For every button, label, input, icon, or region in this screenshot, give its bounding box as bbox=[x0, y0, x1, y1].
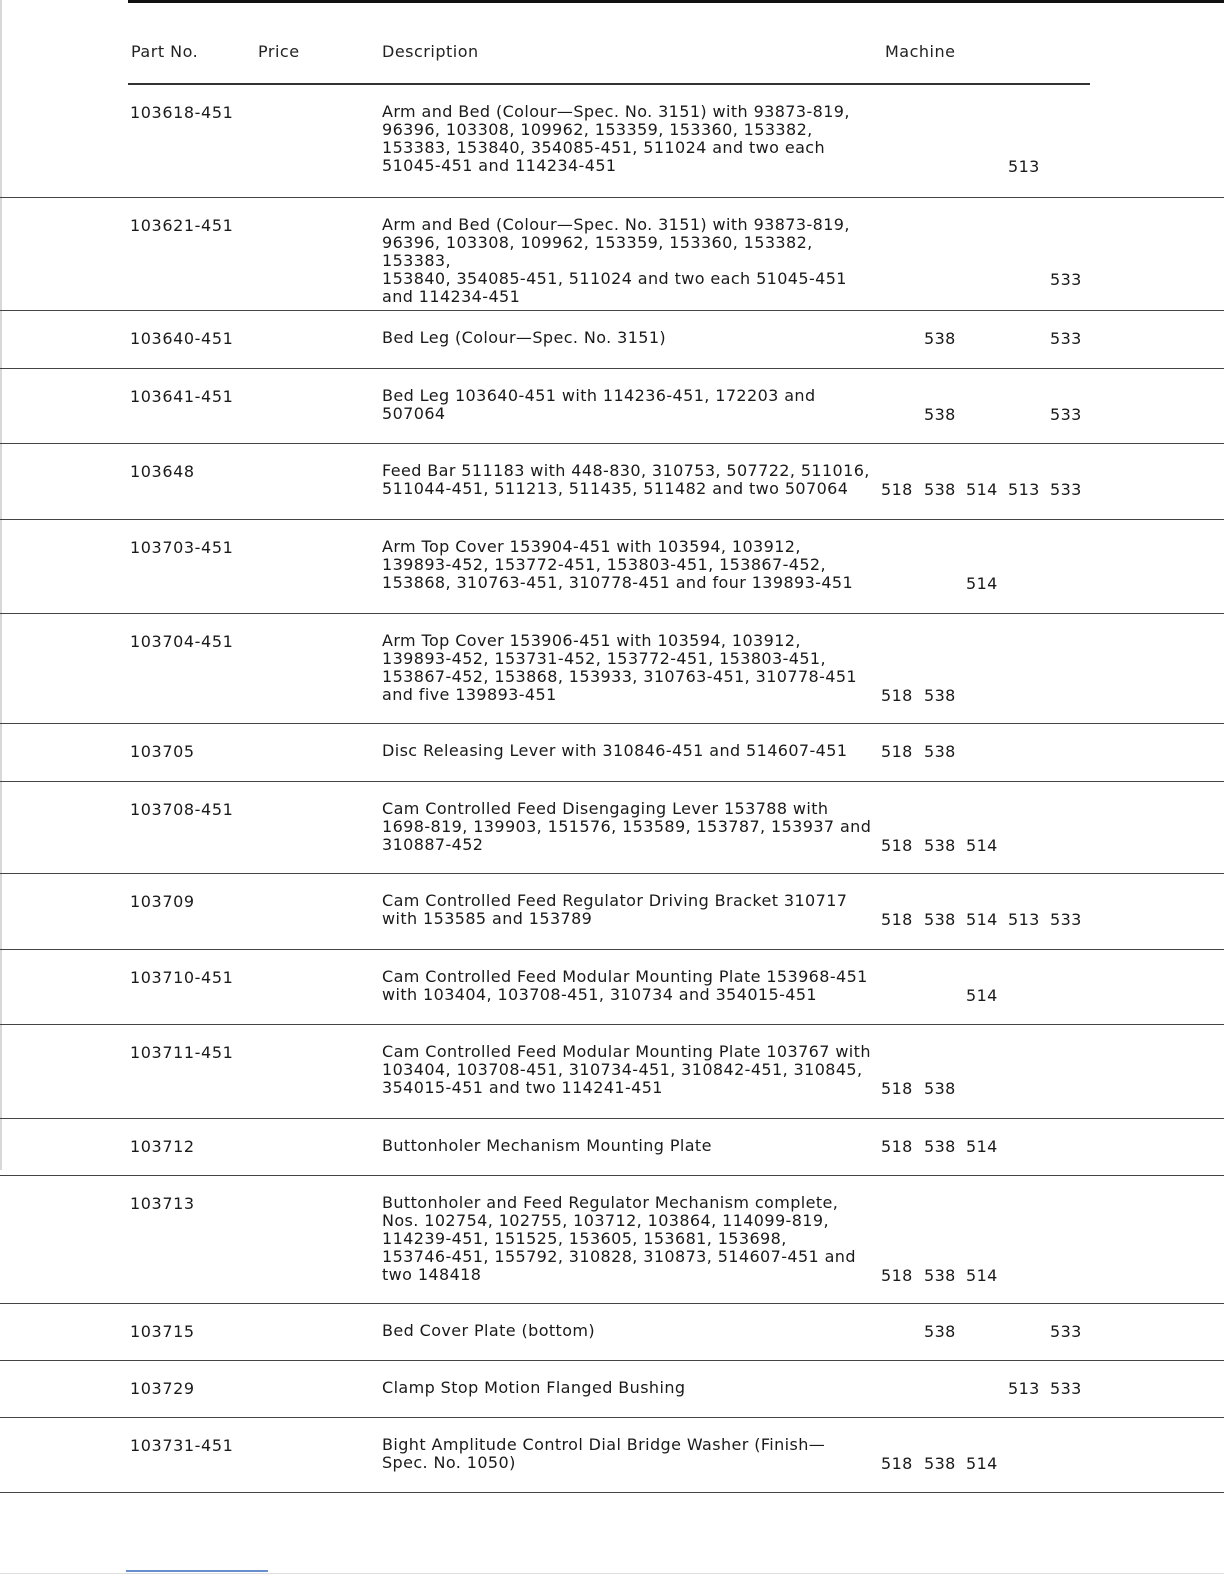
machine-list bbox=[0, 1322, 1224, 1342]
part-description: Feed Bar 511183 with 448-830, 310753, 507722, 511016, 511044-451, 511213, 511435, 511482 and two 507064 bbox=[382, 461, 870, 498]
part-row bbox=[0, 1361, 1224, 1418]
machine-518: 518 bbox=[881, 1137, 913, 1156]
machine-538: 538 bbox=[924, 1137, 956, 1156]
part-row bbox=[0, 444, 1224, 520]
part-number: 103712 bbox=[130, 1137, 195, 1156]
machine-514: 514 bbox=[966, 986, 998, 1005]
part-row bbox=[0, 85, 1224, 198]
part-description: Bed Cover Plate (bottom) bbox=[382, 1321, 596, 1340]
part-description: Arm Top Cover 153904-451 with 103594, 103912, 139893-452, 153772-451, 153803-451, 153867-452, 153868, 310763-451, 310778-451 and four 139893-451 bbox=[382, 537, 854, 592]
part-description: Cam Controlled Feed Modular Mounting Plate 103767 with 103404, 103708-451, 310734-451, 310842-451, 310845, 354015-451 and two 114241-451 bbox=[382, 1042, 871, 1097]
machine-538: 538 bbox=[924, 329, 956, 348]
machine-533: 533 bbox=[1050, 405, 1082, 424]
machine-list bbox=[0, 480, 1224, 500]
page-bottom-rule bbox=[0, 1573, 1224, 1574]
machine-538: 538 bbox=[924, 1322, 956, 1341]
part-row bbox=[0, 950, 1224, 1025]
machine-538: 538 bbox=[924, 910, 956, 929]
header-machine: Machine bbox=[885, 42, 956, 61]
machine-538: 538 bbox=[924, 742, 956, 761]
machine-538: 538 bbox=[924, 1079, 956, 1098]
part-number: 103648 bbox=[130, 462, 195, 481]
machine-513: 513 bbox=[1008, 1379, 1040, 1398]
machine-513: 513 bbox=[1008, 480, 1040, 499]
part-description: Cam Controlled Feed Modular Mounting Plate 153968-451 with 103404, 103708-451, 310734 and 354015-451 bbox=[382, 967, 868, 1004]
machine-533: 533 bbox=[1050, 1379, 1082, 1398]
machine-514: 514 bbox=[966, 1137, 998, 1156]
part-number: 103711-451 bbox=[130, 1043, 234, 1062]
part-row bbox=[0, 1418, 1224, 1493]
machine-518: 518 bbox=[881, 1266, 913, 1285]
footer-mark bbox=[126, 1570, 268, 1572]
machine-list bbox=[0, 1266, 1224, 1286]
part-row bbox=[0, 1119, 1224, 1176]
machine-list bbox=[0, 1079, 1224, 1099]
machine-514: 514 bbox=[966, 1454, 998, 1473]
part-number: 103640-451 bbox=[130, 329, 234, 348]
machine-538: 538 bbox=[924, 1454, 956, 1473]
part-description: Bed Leg 103640-451 with 114236-451, 172203 and 507064 bbox=[382, 386, 816, 423]
part-number: 103618-451 bbox=[130, 103, 234, 122]
column-header bbox=[0, 42, 1224, 68]
machine-513: 513 bbox=[1008, 910, 1040, 929]
machine-list bbox=[0, 1379, 1224, 1399]
machine-list bbox=[0, 836, 1224, 856]
machine-list bbox=[0, 742, 1224, 762]
part-number: 103713 bbox=[130, 1194, 195, 1213]
part-number: 103705 bbox=[130, 742, 195, 761]
header-description: Description bbox=[382, 42, 479, 61]
part-number: 103709 bbox=[130, 892, 195, 911]
machine-533: 533 bbox=[1050, 270, 1082, 289]
machine-list bbox=[0, 157, 1224, 177]
part-number: 103708-451 bbox=[130, 800, 234, 819]
machine-538: 538 bbox=[924, 686, 956, 705]
machine-list bbox=[0, 1454, 1224, 1474]
machine-513: 513 bbox=[1008, 157, 1040, 176]
part-row bbox=[0, 311, 1224, 369]
machine-list bbox=[0, 1137, 1224, 1157]
part-description: Bight Amplitude Control Dial Bridge Washer (Finish— Spec. No. 1050) bbox=[382, 1435, 826, 1472]
part-row bbox=[0, 1304, 1224, 1361]
part-row bbox=[0, 369, 1224, 444]
machine-518: 518 bbox=[881, 910, 913, 929]
machine-list bbox=[0, 986, 1224, 1006]
machine-538: 538 bbox=[924, 405, 956, 424]
part-number: 103729 bbox=[130, 1379, 195, 1398]
header-price: Price bbox=[258, 42, 300, 61]
machine-514: 514 bbox=[966, 1266, 998, 1285]
machine-list bbox=[0, 910, 1224, 930]
part-row bbox=[0, 782, 1224, 874]
machine-533: 533 bbox=[1050, 480, 1082, 499]
machine-list bbox=[0, 405, 1224, 425]
part-row bbox=[0, 198, 1224, 311]
part-description: Buttonholer and Feed Regulator Mechanism complete, Nos. 102754, 102755, 103712, 103864, 114099-819, 114239-451, 151525, 153605, 153681, 153698, 153746-451, 155792, 310828, 310873, 514607-451 and two 148418 bbox=[382, 1193, 856, 1284]
machine-514: 514 bbox=[966, 910, 998, 929]
machine-518: 518 bbox=[881, 836, 913, 855]
machine-514: 514 bbox=[966, 574, 998, 593]
part-row bbox=[0, 520, 1224, 614]
parts-list bbox=[0, 85, 1224, 1493]
machine-518: 518 bbox=[881, 686, 913, 705]
part-description: Arm and Bed (Colour—Spec. No. 3151) with 93873-819, 96396, 103308, 109962, 153359, 153360, 153382, 153383, 153840, 354085-451, 511024 and two each 51045-451 and 114234-451 bbox=[382, 215, 850, 306]
part-description: Clamp Stop Motion Flanged Bushing bbox=[382, 1378, 686, 1397]
part-number: 103731-451 bbox=[130, 1436, 234, 1455]
part-number: 103710-451 bbox=[130, 968, 234, 987]
part-number: 103703-451 bbox=[130, 538, 234, 557]
part-row bbox=[0, 1025, 1224, 1119]
top-rule bbox=[128, 0, 1224, 3]
part-row bbox=[0, 874, 1224, 950]
part-description: Cam Controlled Feed Disengaging Lever 153788 with 1698-819, 139903, 151576, 153589, 153787, 153937 and 310887-452 bbox=[382, 799, 872, 854]
machine-538: 538 bbox=[924, 836, 956, 855]
machine-list bbox=[0, 270, 1224, 290]
part-description: Buttonholer Mechanism Mounting Plate bbox=[382, 1136, 712, 1155]
machine-538: 538 bbox=[924, 1266, 956, 1285]
machine-518: 518 bbox=[881, 480, 913, 499]
machine-538: 538 bbox=[924, 480, 956, 499]
machine-518: 518 bbox=[881, 742, 913, 761]
part-row bbox=[0, 614, 1224, 724]
part-number: 103641-451 bbox=[130, 387, 234, 406]
part-row bbox=[0, 724, 1224, 782]
part-description: Arm Top Cover 153906-451 with 103594, 103912, 139893-452, 153731-452, 153772-451, 153803-451, 153867-452, 153868, 153933, 310763-451, 310778-451 and five 139893-451 bbox=[382, 631, 858, 704]
part-number: 103704-451 bbox=[130, 632, 234, 651]
part-number: 103715 bbox=[130, 1322, 195, 1341]
part-description: Cam Controlled Feed Regulator Driving Bracket 310717 with 153585 and 153789 bbox=[382, 891, 848, 928]
machine-list bbox=[0, 574, 1224, 594]
header-part-no: Part No. bbox=[131, 42, 199, 61]
machine-533: 533 bbox=[1050, 329, 1082, 348]
machine-list bbox=[0, 686, 1224, 706]
machine-518: 518 bbox=[881, 1079, 913, 1098]
machine-533: 533 bbox=[1050, 1322, 1082, 1341]
machine-514: 514 bbox=[966, 836, 998, 855]
part-description: Bed Leg (Colour—Spec. No. 3151) bbox=[382, 328, 667, 347]
machine-514: 514 bbox=[966, 480, 998, 499]
part-number: 103621-451 bbox=[130, 216, 234, 235]
part-description: Arm and Bed (Colour—Spec. No. 3151) with 93873-819, 96396, 103308, 109962, 153359, 153360, 153382, 153383, 153840, 354085-451, 511024 and two each 51045-451 and 114234-451 bbox=[382, 102, 850, 175]
part-description: Disc Releasing Lever with 310846-451 and 514607-451 bbox=[382, 741, 848, 760]
part-row bbox=[0, 1176, 1224, 1304]
machine-533: 533 bbox=[1050, 910, 1082, 929]
machine-518: 518 bbox=[881, 1454, 913, 1473]
machine-list bbox=[0, 329, 1224, 349]
